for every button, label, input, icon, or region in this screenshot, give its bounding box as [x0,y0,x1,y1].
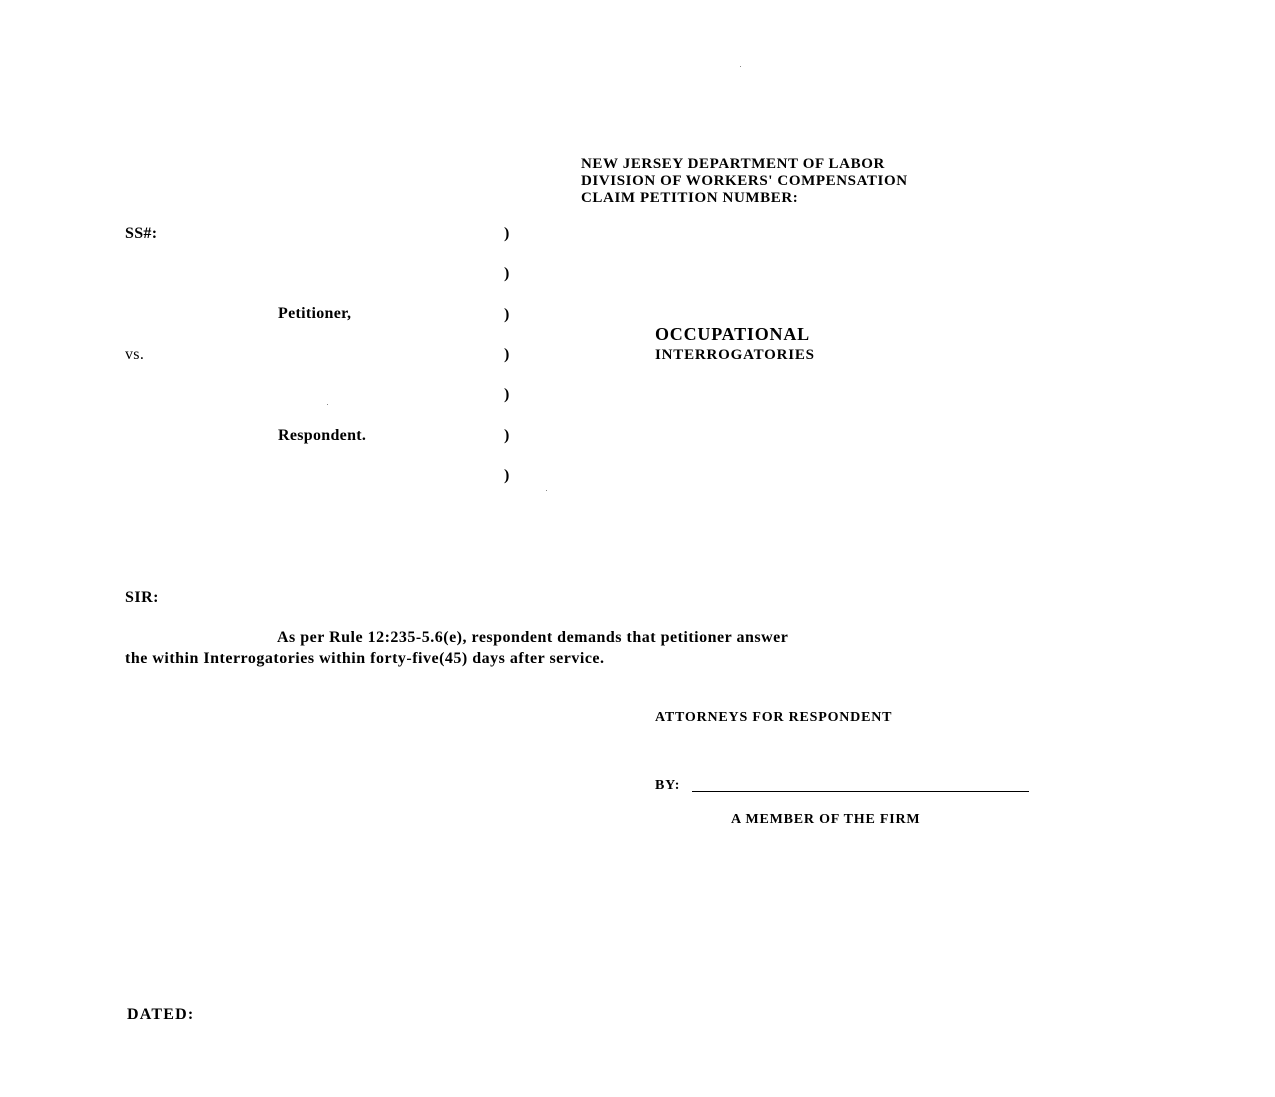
scan-speck [546,490,547,491]
by-label: BY: [655,778,681,793]
document-subtitle: INTERROGATORIES [655,347,815,363]
header-department: NEW JERSEY DEPARTMENT OF LABOR [581,156,885,172]
caption-paren: ) [504,225,510,242]
caption-paren: ) [504,467,510,484]
caption-paren: ) [504,427,510,444]
dated-label: DATED: [127,1006,195,1023]
attorneys-for-respondent: ATTORNEYS FOR RESPONDENT [655,710,893,725]
document-title: OCCUPATIONAL [655,324,810,344]
respondent-label: Respondent. [278,427,367,444]
caption-paren: ) [504,306,510,323]
ss-number-label: SS#: [125,225,158,242]
petitioner-label: Petitioner, [278,305,352,322]
body-text-line-2: the within Interrogatories within forty-five(45) days after service. [125,650,605,667]
header-claim-petition-number: CLAIM PETITION NUMBER: [581,190,799,206]
header-division: DIVISION OF WORKERS' COMPENSATION [581,173,908,189]
member-of-firm: A MEMBER OF THE FIRM [731,812,921,827]
body-text-line-1: As per Rule 12:235-5.6(e), respondent demands that petitioner answer [277,629,789,646]
caption-paren: ) [504,346,510,363]
scan-speck [327,404,328,405]
signature-line [692,791,1029,792]
salutation: SIR: [125,589,160,606]
vs-label: vs. [125,346,145,363]
caption-paren: ) [504,265,510,282]
caption-paren: ) [504,386,510,403]
scan-speck [740,66,741,67]
